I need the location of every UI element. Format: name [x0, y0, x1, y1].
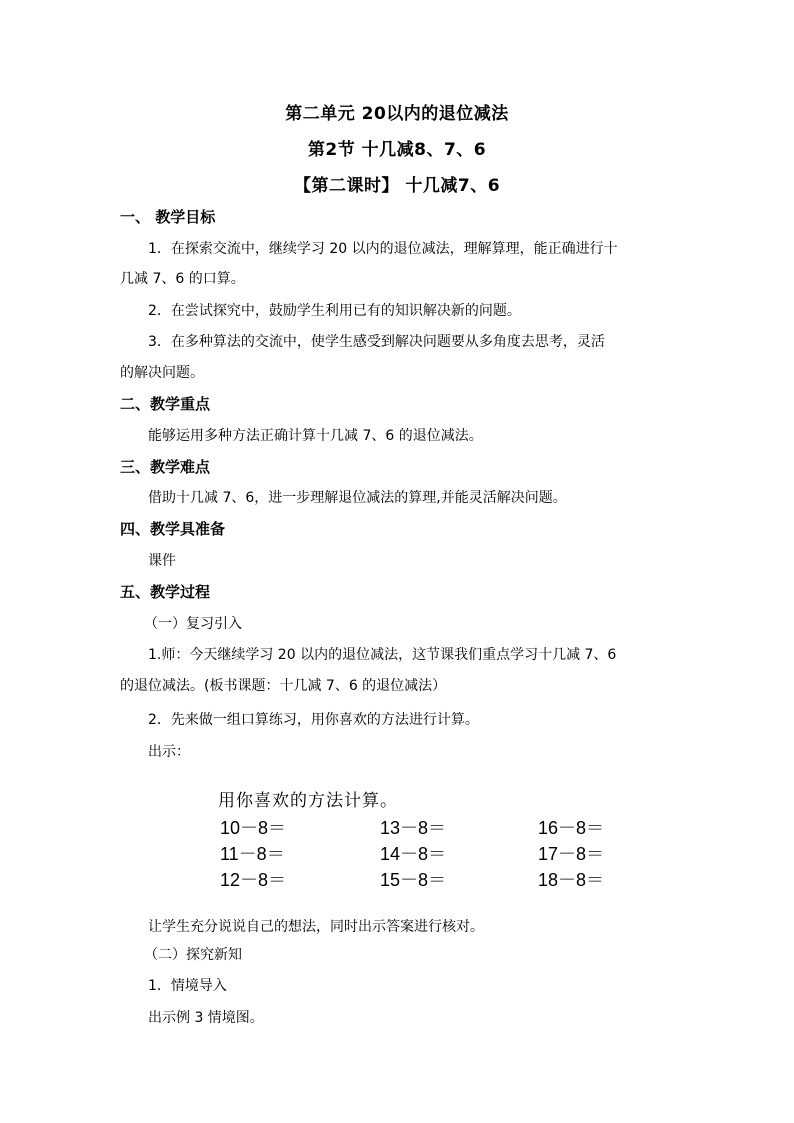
goal-2: 2．在尝试探究中，鼓励学生利用已有的知识解决新的问题。: [148, 303, 521, 319]
heading-key-points: 二、教学重点: [120, 395, 211, 413]
materials-text: 课件: [148, 553, 176, 569]
process-2: 2．先来做一组口算练习，用你喜欢的方法进行计算。: [148, 712, 479, 728]
exercise-item: 16－8＝: [538, 818, 605, 838]
heading-teaching-goals: 一、 教学目标: [120, 208, 216, 226]
exercise-item: 14－8＝: [380, 844, 447, 864]
heading-process: 五、教学过程: [120, 583, 211, 601]
exercise-item: 11－8＝: [220, 844, 285, 864]
difficulties-text: 借助十几减 7、6，进一步理解退位减法的算理,并能灵活解决问题。: [148, 490, 567, 506]
exercise-title: 用你喜欢的方法计算。: [218, 791, 398, 811]
exercise-item: 10－8＝: [220, 818, 287, 838]
exercise-item: 18－8＝: [538, 870, 605, 890]
goal-3-line-2: 的解决问题。: [120, 365, 204, 381]
goal-1-line-2: 几减 7、6 的口算。: [120, 271, 245, 287]
exercise-item: 13－8＝: [380, 818, 447, 838]
key-points-text: 能够运用多种方法正确计算十几减 7、6 的退位减法。: [148, 428, 483, 444]
subheading-review: （一）复习引入: [144, 616, 242, 632]
section-title: 第2节 十几减8、7、6: [307, 140, 487, 160]
process-1-line-1: 1.师：今天继续学习 20 以内的退位减法，这节课我们重点学习十几减 7、6: [148, 647, 617, 663]
heading-materials: 四、教学具准备: [120, 520, 226, 538]
process-4: 出示例 3 情境图。: [148, 1010, 264, 1026]
show-label: 出示：: [148, 744, 190, 760]
goal-1-line-1: 1．在探索交流中，继续学习 20 以内的退位减法，理解算理，能正确进行十: [148, 241, 618, 257]
after-exercise-text: 让学生充分说说自己的想法，同时出示答案进行核对。: [148, 919, 484, 935]
exercise-figure: [218, 786, 638, 896]
heading-difficulties: 三、教学难点: [120, 458, 211, 476]
goal-3-line-1: 3．在多种算法的交流中，使学生感受到解决问题要从多角度去思考，灵活: [148, 334, 605, 350]
exercise-item: 12－8＝: [220, 870, 287, 890]
process-1-line-2: 的退位减法。(板书课题：十几减 7、6 的退位减法）: [120, 678, 447, 694]
exercise-item: 17－8＝: [538, 844, 605, 864]
lesson-title: 【第二课时】 十几减7、6: [293, 176, 501, 196]
unit-title: 第二单元 20以内的退位减法: [285, 104, 509, 124]
process-3: 1．情境导入: [148, 978, 227, 994]
subheading-explore: （二）探究新知: [144, 947, 242, 963]
exercise-item: 15－8＝: [380, 870, 447, 890]
